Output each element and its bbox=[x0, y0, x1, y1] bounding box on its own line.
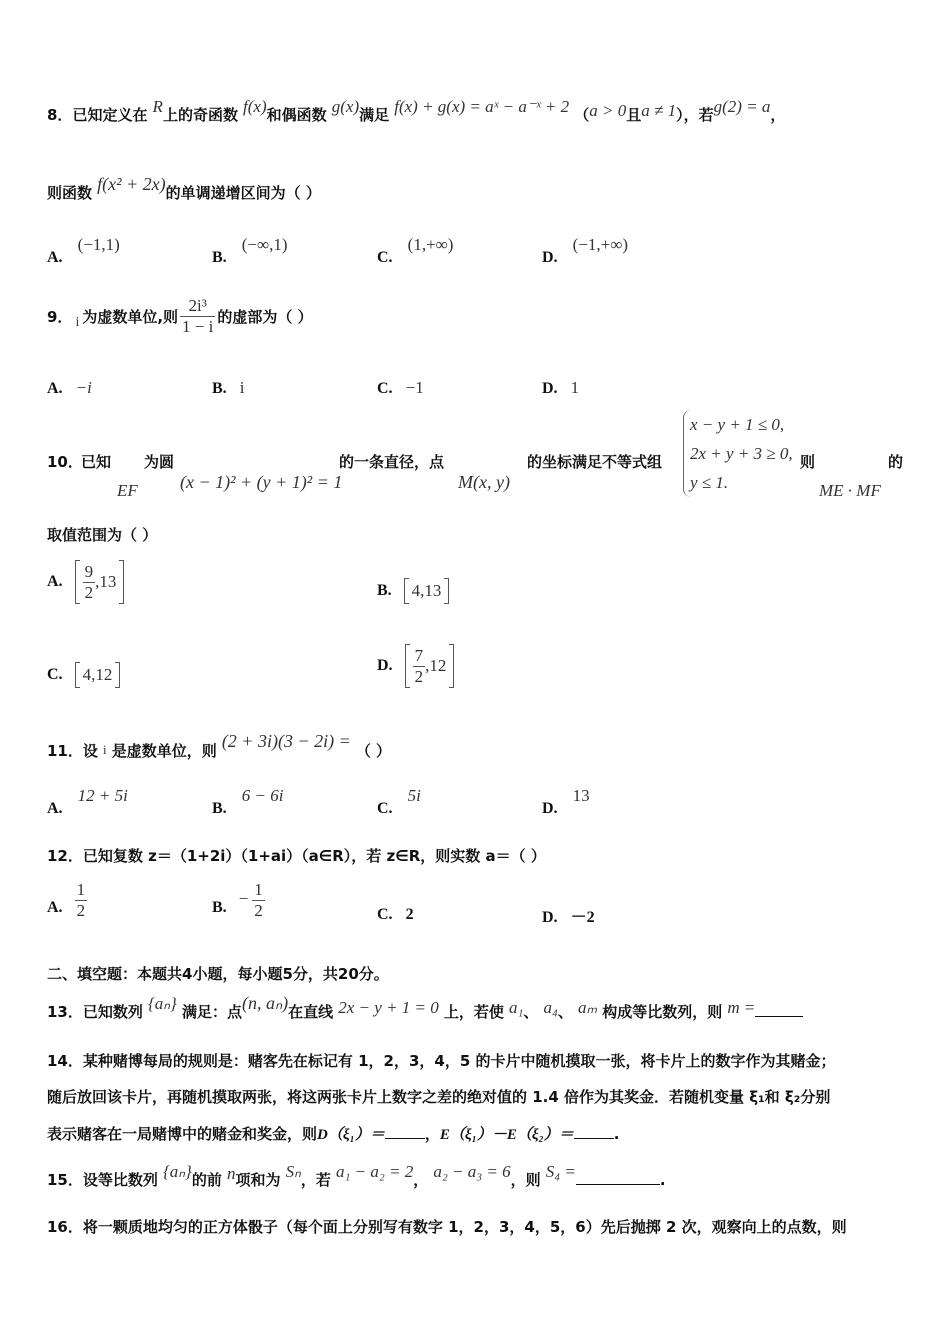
question-number: 13． bbox=[47, 1003, 83, 1021]
question-text: ， bbox=[413, 1171, 429, 1189]
question-number: 11． bbox=[47, 742, 83, 760]
right-bracket bbox=[449, 644, 454, 688]
period: . bbox=[659, 1171, 666, 1189]
question-text: 为虚数单位,则 bbox=[82, 308, 179, 326]
math-condition-a-positive: a > 0 bbox=[589, 101, 627, 120]
option-b[interactable] bbox=[377, 578, 449, 604]
question-13 bbox=[47, 993, 803, 1022]
option-label: C. bbox=[47, 666, 63, 683]
math-EF: EF bbox=[117, 481, 138, 500]
option-label: B. bbox=[377, 582, 392, 599]
interval-closed bbox=[75, 560, 125, 604]
interval-upper: ,13 bbox=[95, 572, 117, 591]
question-number: 14． bbox=[47, 1052, 83, 1070]
question-text: 的坐标满足不等式组 bbox=[527, 453, 663, 471]
question-text: 的前 bbox=[191, 1171, 222, 1189]
option-value: i bbox=[239, 378, 245, 397]
option-value: (−1,+∞) bbox=[572, 235, 629, 254]
separator: ， bbox=[424, 1125, 440, 1143]
math-product-expression: (2 + 3i)(3 − 2i) = bbox=[221, 731, 351, 751]
question-text: 则 bbox=[800, 453, 816, 471]
option-label: C. bbox=[377, 380, 393, 397]
question-text: 已知复数 z＝（1+2i）（1+ai）（a∈R），若 z∈R，则实数 a＝（ ） bbox=[82, 847, 546, 865]
option-value: 2 bbox=[405, 906, 414, 923]
interval-upper: ,12 bbox=[425, 656, 447, 675]
math-fraction bbox=[252, 880, 265, 921]
left-bracket bbox=[405, 644, 410, 688]
math-circle-equation: (x − 1)² + (y + 1)² = 1 bbox=[180, 472, 343, 492]
option-c[interactable] bbox=[377, 786, 421, 817]
option-value: 6 − 6i bbox=[241, 786, 284, 805]
question-text: 设等比数列 bbox=[82, 1171, 158, 1189]
math-point-M: M(x, y) bbox=[458, 472, 510, 492]
interval-value: 4,12 bbox=[82, 665, 113, 684]
option-a[interactable] bbox=[47, 378, 92, 398]
question-16 bbox=[47, 1216, 847, 1237]
question-text: 构成等比数列，则 bbox=[602, 1003, 723, 1021]
question-11 bbox=[47, 731, 392, 761]
question-12 bbox=[47, 845, 546, 866]
question-text: 满足：点 bbox=[181, 1003, 242, 1021]
math-fraction bbox=[413, 646, 426, 687]
right-bracket bbox=[115, 662, 120, 688]
math-line-equation: 2x − y + 1 = 0 bbox=[338, 998, 439, 1017]
question-text: （ bbox=[574, 106, 590, 124]
question-number: 9． bbox=[47, 308, 73, 326]
right-bracket bbox=[444, 578, 449, 604]
math-Sn: Sₙ bbox=[285, 1162, 301, 1181]
math-composite-function: f(x² + 2x) bbox=[97, 174, 166, 194]
question-number: 16． bbox=[47, 1218, 83, 1236]
variance-expression: D（ξ₁）＝ bbox=[317, 1127, 385, 1143]
option-value: −i bbox=[75, 378, 92, 397]
question-text: ），若 bbox=[676, 106, 714, 124]
option-label: D. bbox=[377, 657, 393, 674]
left-bracket bbox=[75, 560, 80, 604]
math-i: i bbox=[102, 742, 107, 757]
option-value: (−1,1) bbox=[77, 235, 120, 254]
question-text: ， bbox=[770, 106, 786, 124]
question-text: 的虚部为（ ） bbox=[217, 308, 313, 326]
fraction-denominator: 2 bbox=[254, 901, 263, 920]
math-R: R bbox=[152, 97, 163, 116]
option-d[interactable] bbox=[542, 904, 595, 927]
fraction-denominator: 2 bbox=[76, 901, 86, 920]
question-15 bbox=[47, 1162, 666, 1190]
option-c[interactable] bbox=[377, 378, 424, 398]
option-a[interactable] bbox=[47, 786, 128, 817]
option-label: B. bbox=[212, 249, 227, 266]
question-text: 随后放回该卡片，再随机摸取两张，将这两张卡片上数字之差的绝对值的 1.4 倍作为其奖金．若随机变量 ξ₁和 ξ₂分别 bbox=[47, 1088, 831, 1106]
question-text: 在直线 bbox=[288, 1003, 334, 1021]
option-label: D. bbox=[542, 380, 558, 397]
option-label: D. bbox=[542, 800, 558, 817]
option-value: −1 bbox=[405, 378, 424, 397]
question-8 bbox=[47, 97, 786, 125]
question-text: 且 bbox=[626, 106, 642, 124]
question-text: 则函数 bbox=[47, 184, 93, 202]
option-c[interactable] bbox=[377, 235, 454, 266]
option-d[interactable] bbox=[377, 644, 454, 688]
fraction-denominator: 1 − i bbox=[182, 317, 214, 336]
question-text: 上的奇函数 bbox=[162, 106, 238, 124]
fraction-denominator: 2 bbox=[84, 582, 94, 602]
option-label: B. bbox=[212, 380, 227, 397]
left-bracket bbox=[404, 578, 409, 604]
question-text: 为圆 bbox=[144, 453, 175, 471]
option-label: B. bbox=[212, 899, 227, 916]
option-c[interactable] bbox=[377, 904, 414, 924]
option-value: 1 bbox=[570, 378, 580, 397]
math-condition-a-not-one: a ≠ 1 bbox=[641, 101, 677, 120]
option-label: C. bbox=[377, 249, 393, 266]
option-a[interactable] bbox=[47, 235, 120, 266]
fraction-numerator: 7 bbox=[414, 645, 424, 665]
interval-closed bbox=[405, 644, 455, 688]
option-value: 5i bbox=[407, 786, 421, 805]
question-text: 将一颗质地均匀的正方体骰子（每个面上分别写有数字 1，2，3，4，5，6）先后抛掷 2 次，观察向上的点数，则 bbox=[82, 1218, 847, 1236]
option-d[interactable] bbox=[542, 378, 579, 398]
option-value: 12 + 5i bbox=[77, 786, 128, 805]
fraction-numerator: 1 bbox=[254, 880, 263, 899]
option-label: A. bbox=[47, 899, 63, 916]
math-g-of-x: g(x) bbox=[331, 97, 360, 116]
math-am: aₘ bbox=[578, 998, 598, 1017]
option-label: A. bbox=[47, 380, 63, 397]
minus-sign: − bbox=[238, 889, 249, 908]
inequality-3: y ≤ 1. bbox=[690, 473, 729, 492]
math-dot-product: ME · MF bbox=[819, 481, 881, 500]
option-label: A. bbox=[47, 573, 63, 590]
fraction-numerator: 1 bbox=[76, 880, 86, 899]
question-text: 和偶函数 bbox=[266, 106, 327, 124]
math-a1: a₁ bbox=[508, 998, 524, 1017]
answer-blank-variance[interactable] bbox=[385, 1138, 425, 1139]
math-m-equals: m = bbox=[727, 998, 756, 1017]
math-equation: f(x) + g(x) = aˣ − a⁻ˣ + 2 bbox=[394, 97, 570, 116]
fraction-denominator: 2 bbox=[414, 666, 424, 686]
separator: 、 bbox=[523, 1003, 539, 1021]
question-text: 项和为 bbox=[235, 1171, 281, 1189]
question-number: 15． bbox=[47, 1171, 83, 1189]
interval-closed bbox=[404, 578, 450, 604]
interval-value: 4,13 bbox=[411, 581, 442, 600]
math-g2: g(2) = a bbox=[713, 97, 771, 116]
inequality-system bbox=[683, 410, 793, 497]
question-text: 已知 bbox=[81, 453, 112, 471]
math-a4: a₄ bbox=[543, 998, 558, 1017]
question-text: 上，若使 bbox=[443, 1003, 504, 1021]
question-text: 满足 bbox=[359, 106, 390, 124]
math-fraction bbox=[83, 562, 96, 603]
question-number: 12． bbox=[47, 847, 83, 865]
option-b[interactable] bbox=[212, 378, 245, 398]
left-bracket bbox=[75, 662, 80, 688]
answer-blank[interactable] bbox=[576, 1184, 660, 1185]
question-text: 的单调递增区间为（ ） bbox=[165, 184, 321, 202]
math-f-of-x: f(x) bbox=[243, 97, 267, 116]
section-heading: 二、填空题：本题共4小题，每小题5分，共20分。 bbox=[47, 965, 389, 983]
math-S4: S₄ = bbox=[545, 1162, 576, 1181]
question-8-line2 bbox=[47, 174, 321, 203]
option-label: A. bbox=[47, 800, 63, 817]
inequality-1: x − y + 1 ≤ 0, bbox=[690, 415, 785, 434]
math-condition-1: a₁ − a₂ = 2 bbox=[335, 1162, 414, 1181]
math-sequence: {aₙ} bbox=[147, 994, 177, 1013]
math-i: i bbox=[75, 314, 80, 330]
question-text: 表示赌客在一局赌博中的赌金和奖金，则 bbox=[47, 1125, 318, 1143]
option-label: B. bbox=[212, 800, 227, 817]
expectation-expression: E（ξ₁）－E（ξ₂）＝ bbox=[439, 1127, 574, 1143]
question-text: （ ） bbox=[355, 742, 392, 760]
option-value: 13 bbox=[572, 786, 590, 805]
question-9 bbox=[47, 296, 313, 337]
question-text: ，若 bbox=[300, 1171, 331, 1189]
answer-blank-expectation[interactable] bbox=[574, 1138, 614, 1139]
question-text: ，则 bbox=[510, 1171, 541, 1189]
math-point: (n, aₙ) bbox=[241, 993, 289, 1013]
inequality-2: 2x + y + 3 ≥ 0, bbox=[690, 444, 793, 463]
option-c[interactable] bbox=[47, 662, 120, 688]
question-text: 的 bbox=[888, 453, 904, 471]
option-d[interactable] bbox=[542, 235, 629, 266]
question-text: 取值范围为（ ） bbox=[47, 526, 158, 544]
question-text: 已知定义在 bbox=[72, 106, 148, 124]
option-a[interactable] bbox=[47, 560, 124, 604]
option-a[interactable] bbox=[47, 880, 87, 921]
option-value: (−∞,1) bbox=[241, 235, 288, 254]
math-condition-2: a₂ − a₃ = 6 bbox=[433, 1162, 511, 1181]
option-b[interactable] bbox=[212, 880, 265, 921]
option-label: C. bbox=[377, 906, 393, 923]
option-value: (1,+∞) bbox=[407, 235, 454, 254]
question-text: 的一条直径，点 bbox=[339, 453, 445, 471]
right-bracket bbox=[119, 560, 124, 604]
option-b[interactable] bbox=[212, 786, 284, 817]
option-value: －2 bbox=[570, 909, 595, 926]
question-number: 8． bbox=[47, 106, 73, 124]
question-text: 某种赌博每局的规则是：赌客先在标记有 1，2，3，4，5 的卡片中随机摸取一张，将卡片上的数字作为其赌金； bbox=[82, 1052, 836, 1070]
math-fraction bbox=[75, 880, 88, 921]
question-number: 10． bbox=[47, 453, 83, 471]
question-text: 是虚数单位，则 bbox=[111, 742, 217, 760]
fraction-numerator: 9 bbox=[84, 561, 94, 581]
math-n: n bbox=[226, 1164, 236, 1183]
option-label: C. bbox=[377, 800, 393, 817]
answer-blank[interactable] bbox=[755, 1016, 803, 1017]
fraction-numerator: 2i³ bbox=[180, 296, 215, 317]
separator: 、 bbox=[557, 1003, 573, 1021]
question-text: 设 bbox=[82, 742, 98, 760]
math-fraction bbox=[180, 296, 215, 337]
option-label: D. bbox=[542, 909, 558, 926]
option-label: D. bbox=[542, 249, 558, 266]
option-b[interactable] bbox=[212, 235, 288, 266]
interval-closed bbox=[75, 662, 121, 688]
period: . bbox=[613, 1125, 620, 1143]
option-label: A. bbox=[47, 249, 63, 266]
math-sequence: {aₙ} bbox=[162, 1162, 192, 1181]
question-text: 已知数列 bbox=[82, 1003, 143, 1021]
option-d[interactable] bbox=[542, 786, 590, 817]
